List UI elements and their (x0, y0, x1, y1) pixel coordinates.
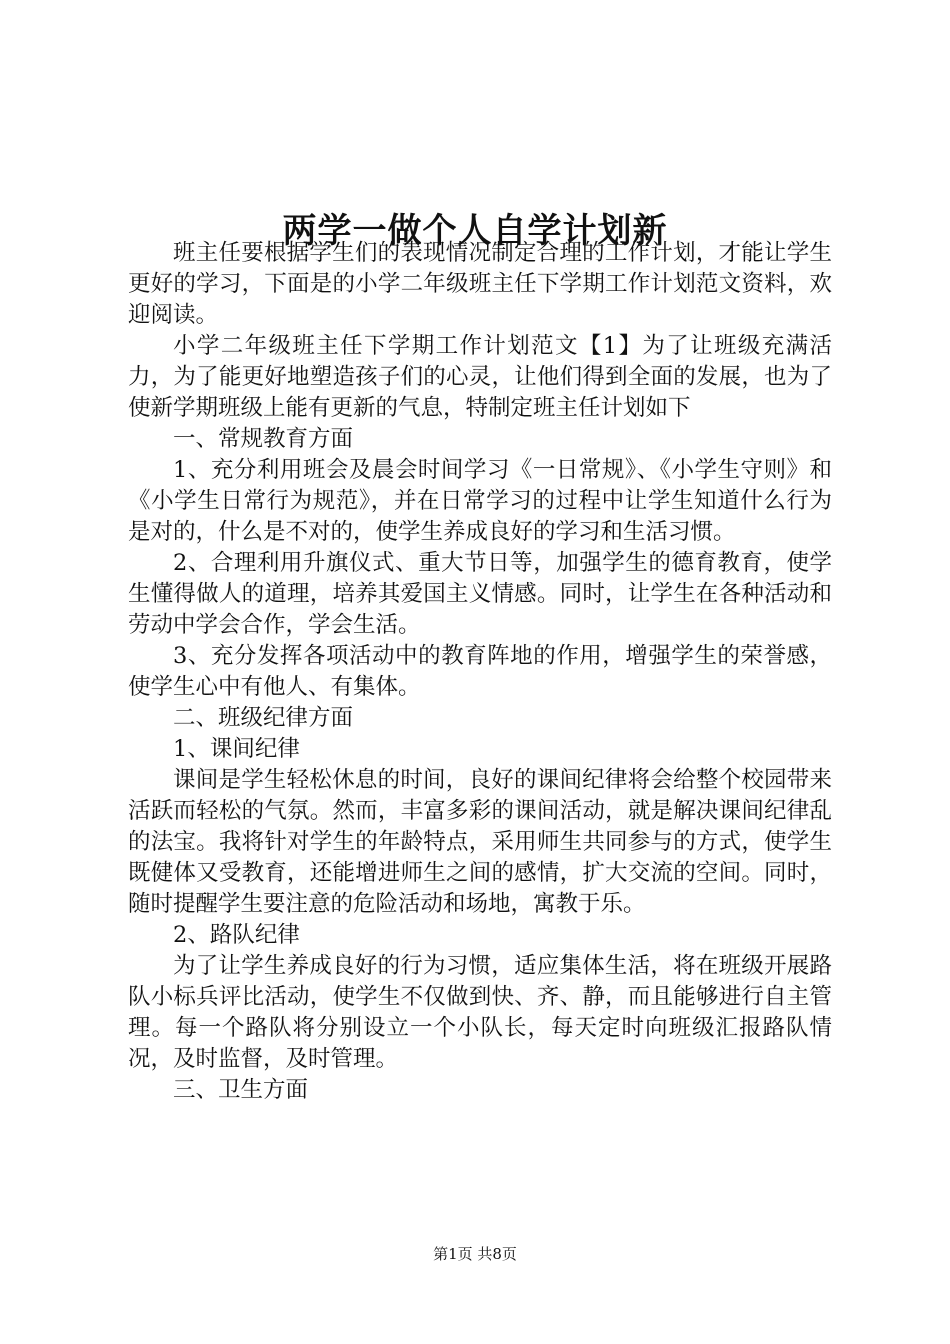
section-heading-discipline: 二、班级纪律方面 (173, 705, 354, 731)
paragraph-routine-2: 2、合理利用升旗仪式、重大节日等，加强学生的德育教育，使学生懂得做人的道理，培养其爱国主义情感。同时，让学生在各种活动和劳动中学会合作，学会生活。 (128, 550, 832, 638)
paragraph-intro: 班主任要根据学生们的表现情况制定合理的工作计划，才能让学生更好的学习，下面是的小学二年级班主任下学期工作计划范文资料，欢迎阅读。 (128, 240, 832, 328)
section-heading-routine-education: 一、常规教育方面 (173, 426, 354, 452)
page-footer: 第1页 共8页 (433, 1245, 517, 1263)
document-title: 两学一做个人自学计划新 (282, 210, 668, 251)
paragraph-line-discipline: 为了让学生养成良好的行为习惯，适应集体生活，将在班级开展路队小标兵评比活动，使学生不仅做到快、齐、静，而且能够进行自主管理。每一个路队将分别设立一个小队长，每天定时向班级汇报路队情况，及时监督，及时管理。 (128, 953, 832, 1072)
section-heading-hygiene: 三、卫生方面 (173, 1077, 309, 1103)
paragraph-routine-3: 3、充分发挥各项活动中的教育阵地的作用，增强学生的荣誉感，使学生心中有他人、有集体。 (128, 643, 832, 700)
document-body (128, 238, 832, 1106)
paragraph-plan-intro: 小学二年级班主任下学期工作计划范文【1】为了让班级充满活力，为了能更好地塑造孩子们的心灵，让他们得到全面的发展，也为了使新学期班级上能有更新的气息，特制定班主任计划如下 (128, 333, 832, 421)
paragraph-routine-1: 1、充分利用班会及晨会时间学习《一日常规》、《小学生守则》和《小学生日常行为规范》，并在日常学习的过程中让学生知道什么行为是对的，什么是不对的，使学生养成良好的学习和生活习惯。 (128, 457, 832, 545)
paragraph-break-discipline: 课间是学生轻松休息的时间，良好的课间纪律将会给整个校园带来活跃而轻松的气氛。然而，丰富多彩的课间活动，就是解决课间纪律乱的法宝。我将针对学生的年龄特点，采用师生共同参与的方式，使学生既健体又受教育，还能增进师生之间的感情，扩大交流的空间。同时，随时提醒学生要注意的危险活动和场地，寓教于乐。 (128, 767, 832, 917)
subheading-line-discipline: 2、路队纪律 (173, 922, 300, 948)
subheading-break-discipline: 1、课间纪律 (173, 736, 300, 762)
